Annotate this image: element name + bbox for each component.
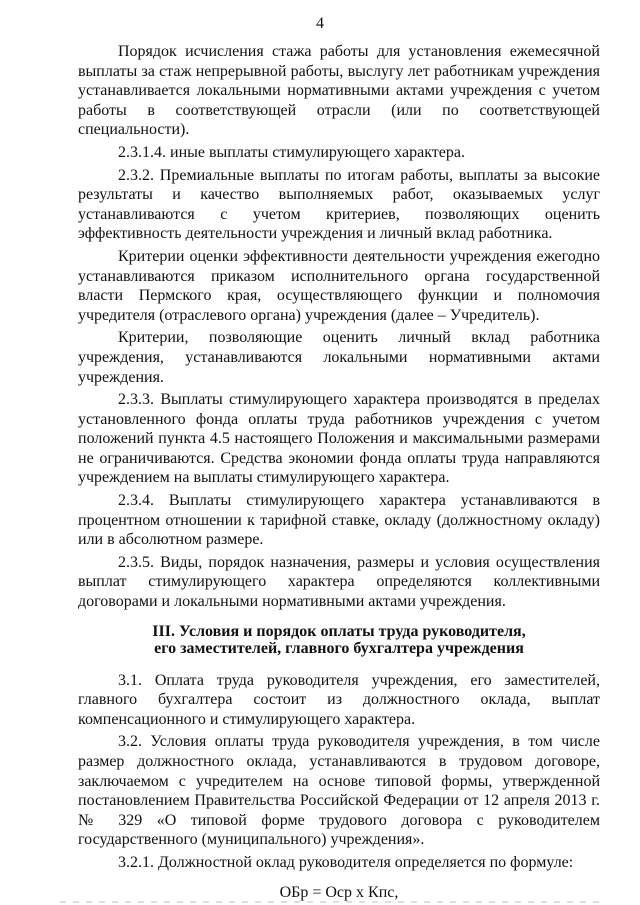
section-heading <box>78 623 600 657</box>
paragraph: 2.3.5. Виды, порядок назначения, размеры и условия осуществления выплат стимулирующего характера определяются коллективными договорами и локальными нормативными актами учреждения. <box>78 553 600 611</box>
document-body <box>78 42 600 902</box>
paragraph: Критерии, позволяющие оценить личный вклад работника учреждения, устанавливаются локальными нормативными актами учреждения. <box>78 329 600 386</box>
paragraph: 2.3.1.4. иные выплаты стимулирующего характера. <box>118 143 465 161</box>
scan-artifact <box>60 901 600 903</box>
page-number: 4 <box>316 15 324 32</box>
section-heading-line: его заместителей, главного бухгалтера учреждения <box>154 639 524 657</box>
paragraph: 2.3.2. Премиальные выплаты по итогам работы, выплаты за высокие результаты и качество выполняемых работ, оказываемых услуг устанавливаются с учетом критериев, позволяющих оценить эффективность деятельности учреждения и личный вклад работника. <box>78 166 600 243</box>
paragraph: 3.2.1. Должностной оклад руководителя определяется по формуле: <box>118 853 574 871</box>
paragraph: 2.3.4. Выплаты стимулирующего характера устанавливаются в процентном отношении к тарифной ставке, окладу (должностному окладу) или в абсолютном размере. <box>78 492 600 549</box>
paragraph: 3.1. Оплата труда руководителя учреждения, его заместителей, главного бухгалтера состоит из должностного оклада, выплат компенсационного и стимулирующего характера. <box>78 671 600 728</box>
section-heading-line: III. Условия и порядок оплаты труда руководителя, <box>152 622 526 640</box>
salary-formula: ОБр = Оср х Кпс, <box>279 883 399 901</box>
paragraph: 2.3.3. Выплаты стимулирующего характера производятся в пределах установленного фонда оплаты труда работников учреждения с учетом положений пункта 4.5 настоящего Положения и максимальными размерами не ограничиваются. Средства экономии фонда оплаты труда направляются учреждением на выплаты стимулирующего характера. <box>78 391 600 487</box>
paragraph: Критерии оценки эффективности деятельности учреждения ежегодно устанавливаются приказом исполнительного органа государственной власти Пермского края, осуществляющего функции и полномочия учредителя (отраслевого органа) учреждения (далее – Учредитель). <box>78 247 600 324</box>
paragraph: Порядок исчисления стажа работы для установления ежемесячной выплаты за стаж непрерывной работы, выслугу лет работникам учреждения устанавливается локальными нормативными актами учреждения с учетом работы в соответствующей отрасли (или по соответствующей специальности). <box>78 43 600 139</box>
paragraph: 3.2. Условия оплаты труда руководителя учреждения, в том числе размер должностного оклада, устанавливаются в трудовом договоре, заключаемом с учредителем на основе типовой формы, утвержденной постановлением Правительства Российской Федерации от 12 апреля 2013 г. № 329 «О типовой форме трудового договора с руководителем государственного (муниципального) учреждения». <box>78 733 600 849</box>
